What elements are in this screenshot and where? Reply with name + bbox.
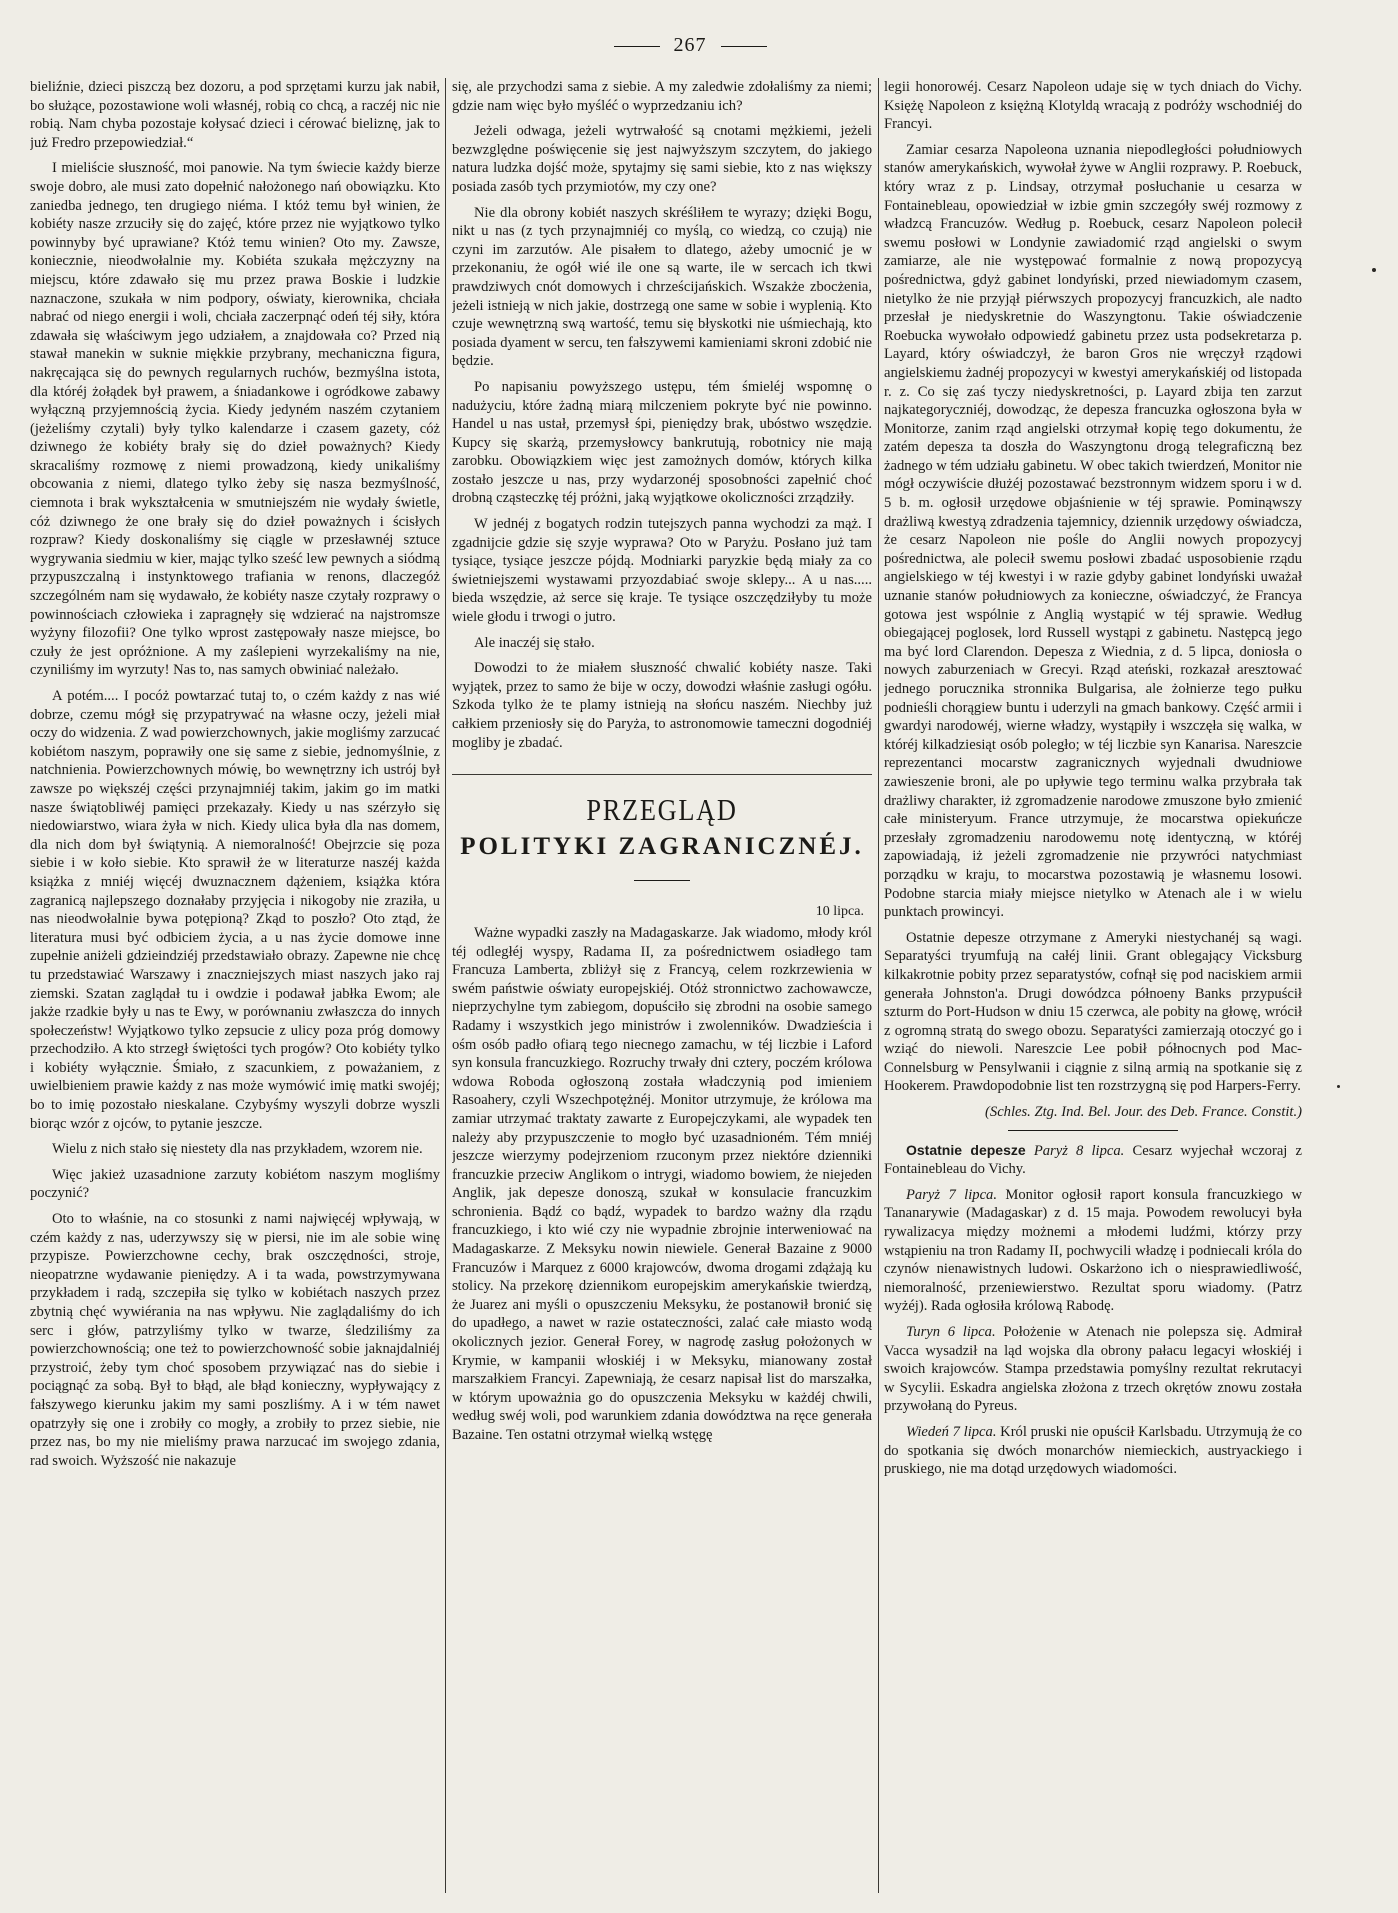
section-subtitle: POLITYKI ZAGRANICZNÉJ. [460,832,864,860]
page-number-rule-left [614,46,660,47]
column-2-paragraph: Nie dla obrony kobiét naszych skréśliłem te wyrazy; dzięki Bogu, nikt u nas (z tych przynajmniéj co myślą, co wiedzą, co czują) nie czyni im zarzutów. Ale pisałem to dlatego, ażeby umocnić je w przekonaniu, że ogół wié ile one są warte, ile w sercach ich tkwi prawdziwych cnót domowych i chrześcijańskich. Wszakże zbocżenia, jeżeli istnieją w nich jakie, dostrzegą one same w sobie i wyplenią. Kto czuje wewnętrzną swą wartość, temu się błyskotki nie uśmiechają, kto posiada dyament w sercu, ten fałszywemi kamieniami skroni zdobić nie będzie. [452,204,872,370]
column-3-paragraph: legii honorowéj. Cesarz Napoleon udaje się w tych dniach do Vichy. Księżę Napoleon z księżną Klotyldą wracają z podróży wschodniéj do Francyi. [884,79,1302,133]
news-separator [1008,1130,1178,1131]
ink-speck [1372,268,1376,272]
page-number [560,34,820,57]
page-number-rule-right [721,46,767,47]
column-2-paragraph: Po napisaniu powyższego ustępu, tém śmieléj wspomnę o nadużyciu, które żadną miarą milczeniem pokryte być nie powinno. Handel u nas ustał, przemysł śpi, pieniędzy brak, ubóstwo wszędzie. Kupcy się skarżą, przemysłowcy bankrutują, robotnicy nie mają zarobku. Obowiązkiem więc jest zamożnych domów, których kilka zostało jeszcze u nas, przy wydarzonéj sposobności zapełnić choć drobną cząsteczkę téj próżni, jaką wyjątkowe okoliczności zrządziły. [452,378,872,507]
news-text: Położenie w Atenach nie polepsza się. Admirał Vacca wysadził na ląd wojska dla obrony pałacu legacyi włoskiéj i swoich krajowców. Stampa przedstawia pomyślny rezultat rekrutacyi w Sycylii. Eskadra angielska złożona z trzech okrętów znowu została przywołaną do Pyreus. [884,1324,1302,1415]
news-item [884,1141,1302,1179]
section-title: PRZEGLĄD [586,792,738,828]
sources-citation: (Schles. Ztg. Ind. Bel. Jour. des Deb. France. Constit.) [985,1104,1302,1121]
column-2-paragraph: Ale inaczéj się stało. [474,634,595,651]
column-2-paragraph: W jednéj z bogatych rodzin tutejszych panna wychodzi za mąż. I zgadnijcie gdzie się szyje wyprawa? Oto w Paryżu. Posłano już tam tysiące, tysiące jeszcze pójdą. Modniarki paryzkie będą miały za co świetniejszemi wystawami przyozdabiać swoje sklepy... A u nas..... bieda wszędzie, aż serce się kraje. Te tysiące oszczędziłyby tu może wiele głodu i trwogi o jutro. [452,516,872,626]
news-item [884,1423,1302,1479]
column-divider-2 [878,78,879,1893]
news-text: Monitor ogłosił raport konsula francuzkiego w Tananarywie (Madagaskar) z d. 15 maja. Powodem rewolucyi była rywalizacya między możnemi a młodemi ludźmi, którzy przy wstąpieniu na tron Radamy II, pochwycili władzę i podniecali króla do czynów nienawistnych ludowi. Oskarżono ich o niesprawiedliwość, niemoralność, przeniewierstwo. Rezultat sporu wiadomy. (Patrz wyżéj). Rada ogłosiła królową Rabodę. [884,1186,1302,1315]
news-text: Król pruski nie opuścił Karlsbadu. Utrzymują że co do spotkania się dwóch monarchów niemieckich, austryackiego i pruskiego, nie ma dotąd urzędowych wiadomości. [884,1423,1302,1478]
news-place: Paryż 7 lipca. [906,1186,997,1203]
column-1-paragraph: Wielu z nich stało się niestety dla nas przykładem, wzorem nie. [52,1141,423,1158]
column-3-paragraph: Ostatnie depesze otrzymane z Ameryki niestychanéj są wagi. Separatyści tryumfują na całéj linii. Grant oblegający Vicksburg kilkakrotnie pobity przez separatystów, cofnął się pod naciskiem armii generała Johnston'a. Drugi dowódzca półnoeny Banks przypuścił szturm do Port-Hudson w dniu 15 czerwca, ale pobity na głowę, wrócił z ogromną stratą do swego obozu. Separatyści zamierzają otoczyć go i wziąć do niewoli. Nareszcie Lee pobił północnych pod Mac-Connelsburg w Pensylwanii i ciągnie z silną armią na spotkanie się z Hookerem. Prawdopodobnie list ten rozstrzygną się pod Harpers-Ferry. [884,929,1302,1095]
column-2-paragraph: Dowodzi to że miałem słuszność chwalić kobiéty nasze. Taki wyjątek, przez to samo że bije w oczy, dowodzi właśnie zasługi ogółu. Szkoda tylko że te plamy istnieją na słońcu naszém. Niechby już całkiem przeniosły się do Paryża, to astronomowie tameczni dogodniéj mogliby je zbadać. [452,660,872,751]
column-2-paragraph: Jeżeli odwaga, jeżeli wytrwałość są cnotami mężkiemi, jeżeli bezwzględne poświęcenie się jest najwyższym szczytem, do jakiego natura ludzka dojść może, spytajmy się sami siebie, kto z nas większy posiada zasób tych przymiotów, my czy one? [452,123,872,195]
news-place: Wiedeń 7 lipca. [906,1423,997,1440]
column-2-paragraph: Ważne wypadki zaszły na Madagaskarze. Jak wiadomo, młody król téj odległéj wyspy, Radama II, za pośrednictwem osiadłego tam Francuza Lamberta, zbliżył się z Francyą, celem rozkrzewienia w swém państwie oświaty europejskiéj. Otóż stronnictwo zachowawcze, nieprzychylne tym zabiegom, dopuściło się zbrodni na osobie samego Radamy i wszystkich jego ministrów i zwolenników. Dwadzieścia i ośm osób padło ofiarą tego niecnego zamachu, w téj liczbie i Laford syn konsula francuzkiego. Rozruchy trwały dni cztery, poczém królowa wdowa Roboda ogłoszoną została władczynią pod imieniem Rasoahery, czyli Wszechpotężnéj. Monitor utrzymuje, że królowa ma zamiar utrzymać traktaty zawarte z Europejczykami, ale wypadek ten należy aby przypuszczenie to mogło być uzasadnioném. Tém mniéj jeszcze wierzymy podejrzeniom rzuconym przez niektóre dzienniki francuzkie przeciw Anglikom o intrygi, wiadomo bowiem, że niejeden Anglik, jak depesze donoszą, szukał w konsulacie francuzkim schronienia. Bądź co bądź, wypadek to bardzo ważny dla rządu francuzkiego, i kto wié czy nie wypadnie zbrojnie interweniować na Madagaskarze. Z Meksyku nowin niewiele. Generał Bazaine z 9000 Francuzów i Marquez z 6000 krajowców, dwoma drogami zdążają ku stolicy. Na przekorę dziennikom europejskim amerykańskie twierdzą, że Juarez ani myśli o opuszczeniu Meksyku, że postanowił bronić się do upadłego, a nawet w razie ostateczności, zalać całe miasto wodą okolicznych jezior. Generał Forey, w nagrodę zasług położonych w Krymie, w kampanii włoskiéj i w Meksyku, mianowany został marszałkiem Francyi. Zapewniają, że cesarz napisał list do marszałka, w którym upoważnia go do opuszczenia Meksyku w każdéj chwili, według swéj woli, pod warunkiem zdania dowództwa na ręce generała Bazaine. Ten ostatni otrzymał wielką wstęgę [452,924,872,1443]
news-item [884,1186,1302,1316]
dateline: 10 lipca. [815,904,864,920]
news-text: Cesarz wyjechał wczoraj z Fontainebleau do Vichy. [884,1142,1302,1178]
column-3 [884,78,1302,1898]
column-1 [30,78,440,1898]
column-2-paragraph: się, ale przychodzi sama z siebie. A my zaledwie zdołaliśmy za niemi; gdzie nam więc było myśléć o wyprzedzaniu ich? [452,79,872,114]
column-1-paragraph: Więc jakież uzasadnione zarzuty kobiétom naszym mogliśmy poczynić? [30,1166,440,1202]
news-place: Turyn 6 lipca. [906,1324,996,1340]
column-1-paragraph: A potém.... I pocóż powtarzać tutaj to, o czém każdy z nas wié dobrze, czemu mógł się przypatrywać na własne oczy, jeżeli miał oczy do widzenia. Z wad powierzchownych, jakie mogliśmy zarzucać kobiétom naszym, poprawiły one się same z siebie, jednomyślnie, z natchnienia. Powierzchownych mówię, bo wewnętrzny ich ustrój był zawsze po większéj części przynajmniéj takim, jakim go im matki nasze świątobliwéj pamięci przekazały. Kiedy u nas szérzyło się niedowiarstwo, wiara żyła w nich. Kiedy ulica była dla nas domem, dla nich dom był świątynią. A niemoralność! Obejrzcie się poza siebie i w koło siebie. Kto sprawił że w literaturze naszéj każda książka z mniéj więcéj dwuznacznem dążeniem, książka która zagranicą najlepszego doznałaby przyjęcia i nikogoby nie zraziła, u nas nieodwołalnie bywa potępioną? Zkąd to poszło? Oto ztąd, że literatura musi być odbiciem życia, a u nas życie domowe inne zupełnie aniżeli gdzieindziéj przedstawiało obrazy. Zapewne nie chcę tu przedstawiać Warszawy i znaczniejszych miast naszych jako raj ziemski. Szatan zaglądał tu i owdzie i podawał jabłka Ewom; ale jakże rzadkie były u nas te Ewy, w porównaniu zwłaszcza do innych społeczeństw! Wyjątkowo tylko zepsucie z ulicy poza próg domowy przechodziło. A kto strzegł świętości tych progów? Oto kobiéty tylko i kobiéty wyłącznie. Śmiało, z szacunkiem, z poważaniem, z uwielbieniem prawie każdy z nas może wymówić imię matki swojéj; bo to imię pozostało nieskalane. Czybyśmy wyszyli dobrze wyszli biorąc wzór z ojców, to pytanie jeszcze. [30,688,440,1132]
column-2 [452,78,872,1898]
section-short-rule [634,880,690,881]
column-1-paragraph: Oto to właśnie, na co stosunki z nami najwięcéj wpływają, w czém każdy z nas, uderzywszy się w piersi, nie im ale sobie winę przypisze. Powierzchowne cechy, brak oszczędności, stroje, nieopatrzne wydawanie pieniędzy. A i ta wada, powstrzymywana przykładem i radą, szczepiła się tylko w kobiétach naszych przez zbytnią chęć wywiérania na nas wpływu. Nie zaglądaliśmy do ich serc i głów, patrzyliśmy tylko w twarze, śledziliśmy za powierzchownością; one też to powierzchowność sobie jaknajdalniéj przystroić, żeby tym choć sposobem przywiązać nas do siebie i pociągnąć za sobą. Był to błąd, ale błąd konieczny, wypływający z fałszywego kierunku jakim my sami poszliśmy. A i w tém nawet opatrzyły się one i zrobiły co mogły, a zrobiły to przez siebie, nie przez nas, bo my nie mieliśmy prawa narzucać im swojego zdania, rad swoich. Wyższość nie nakazuje [30,1211,440,1469]
news-heading: Ostatnie depesze [906,1141,1026,1158]
ink-speck [1337,1085,1340,1088]
column-1-paragraph: I mieliście słuszność, moi panowie. Na tym świecie każdy bierze swoje dobro, ale musi zato dopełnić nałożonego nań obowiązku. Kto zaniedba jednego, ten drugiego niéma. I któż temu był winien, że kobiéty nasze zrzuciły się do zajęć, które przez nie wyjątkowo tylko powinnyby być uprawiane? Któż temu winien? Oto my. Zawsze, koniecznie, nieodwołalnie my. Kobiéta szukała mężczyzny na miejscu, które zdawało się mu przez prawa Boskie i ludzkie naznaczone, szukała w nim podpory, oświaty, kierownika, chciała nabrać od niego energii i woli, chciała zaczerpnąć odeń téj siły, która zdawała się właściwym jego udziałem, a znajdowała co? Przed nią stawał manekin w suknie miękkie przybrany, mechaniczna figura, nakręcająca się do pewnych regularnych ruchów, bezmyślna istota, dla któréj żołądek był prawem, a śniadankowe i ogródkowe zabawy wyłączną przyjemnością życia. Kiedy jedyném naszém czytaniem (jeżeliśmy czytali) były tylko kalendarze i czasem gazety, cóż dziwnego że kobiéty brały się do dzieł poważnych? Kiedy skracaliśmy rozmowę z niemi prowadzoną, kiedy unikaliśmy obcowania z niemi, dlatego tylko żeby się nasza bezmyślność, ciemnota i brak wykształcenia w smutniejszém nie wydały świetle, cóż dziwnego że one brały się do dzieł poważnych i ścisłych rozpraw? Kiedy doskonaliśmy się ciągle w przesławnéj sztuce wygrywania siedmiu w kier, mając tylko sześć lew pewnych a siódmą przypuszczalną i instynktowego trafiania w renons, dlaczegóż szczególném nam się wydawało, że kobiéty nasze czytały rozprawy o powinnościach człowieka i zapragnęły się wdzierać na najstromsze wyżyny filozofii? One tylko wprost zastępowały nasze miejsce, bo czuły że jest opróżnione. A my zaślepieni wyrzekaliśmy na nie, czyniliśmy im wyrzuty! Nas to, nas samych obwiniać należało. [30,160,440,679]
news-item [884,1323,1302,1416]
news-place: Paryż 8 lipca. [1033,1142,1125,1159]
page-number-text: 267 [673,34,707,56]
section-divider [452,774,872,775]
column-divider-1 [445,78,446,1893]
column-3-paragraph: Zamiar cesarza Napoleona uznania niepodległości południowych stanów amerykańskich, wywołał żywe w Anglii rozprawy. P. Roebuck, który wraz z p. Lindsay, otrzymał posłuchanie u cesarza w Fontainebleau, opowiedział w izbie gmin szczegóły swéj rozmowy z władzcą Francuzów. Według p. Roebuck, cesarz Napoleon polecił swemu posłowi w Londynie zawiadomić rząd angielski o swym zamiarze, ale nie występować formalnie z nową propozycyą pośrednictwa, gdyż gabinet londyński, przed niewiadomym czasem, nietylko że nie przyjął piérwszych propozycyj francuzkich, ale nadto przesłał je niedyskretnie do Waszyngtonu. Takie oświadczenie Roebucka wywołało odpowiedź gabinetu przez usta podsekretarza p. Layard, który oświadczył, że baron Gros nie wręczył rządowi angielskiemu żadnéj propozycyi w kwestyi amerykańskiéj od listopada r. z. Co się zaś tyczy niedyskretności, p. Layard zbija ten zarzut najkategoryczniéj, dowodząc, że depesza francuzka ogłoszona była w Monitorze, zanim rząd angielski otrzymał kopię tego dokumentu, że zatém depesza ta doszła do Waszyngtonu drogą telegraficzną bez żadnego w tém udziału gabinetu. W obec takich twierdzeń, Monitor nie mógł oczywiście dłużéj pozostawać bezstronnym widzem sporu i w d. 5 b. m. ogłosił urzędowe objaśnienie w téj sprawie. Pominąwszy drażliwą kwestyą zdradzenia tajemnicy, dziennik urzędowy oświadcza, że cesarz Napoleon nie pośle do Anglii nowych propozycyj pośrednictwa, ale polecił swemu posłowi zbadać usposobienie rządu angielskiego w téj kwestyi i w razie gdyby gabinet londyński uważał uznanie stanów południowych za konieczne, oświadczyć, że Francya gotowa jest wspólnie z Anglią wystąpić w téj sprawie. Według obiegającej poglosek, lord Russell wystąpi z gabinetu. Następcą jego ma być lord Clarendon. Depesza z Wiednia, z d. 5 lipca, doniosła o nowych zaburzeniach w Grecyi. Rząd ateński, rozkazał aresztować jednego porucznika stronnika Bulgarisa, ale żołnierze tego pułku podnieśli chorągiew buntu i uderzyli na gmach bankowy. Część armii i gwardyi narodowéj, wierne władzy, wystąpiły i wszczęła się walka, w któréj kilkadziesiąt osób poległo; w téj liczbie syn Kanarisa. Nareszcie reprezentanci mocarstw zagranicznych wyjednali dwudniowe zawieszenie broni, ale po upływie tego terminu walka przybrała tak drażliwy charakter, iż zgromadzenie narodowe zmuszone było zmienić całe ministeryum. France utrzymuje, że mocarstwa opiekuńcze przesłały zgromadzeniu narodowemu notę identyczną, w któréj zapowiadają, iż jeżeli zgromadzenie nie przywróci natychmiast porządku w kraju, to mocarstwa pozostawią je własnemu losowi. Podobne starcia miały miejsce nietylko w Atenach ale i w wielu punktach prowincyi. [884,141,1302,921]
column-1-paragraph: bieliźnie, dzieci piszczą bez dozoru, a pod sprzętami kurzu jak nabił, bo służące, pozostawione woli własnéj, robią co chcą, a raczéj nic nie robią. Nam chyba pozostaje kołysać dzieci i cérować bieliznę, jak to już Fredro przepowiedział.“ [30,79,440,151]
